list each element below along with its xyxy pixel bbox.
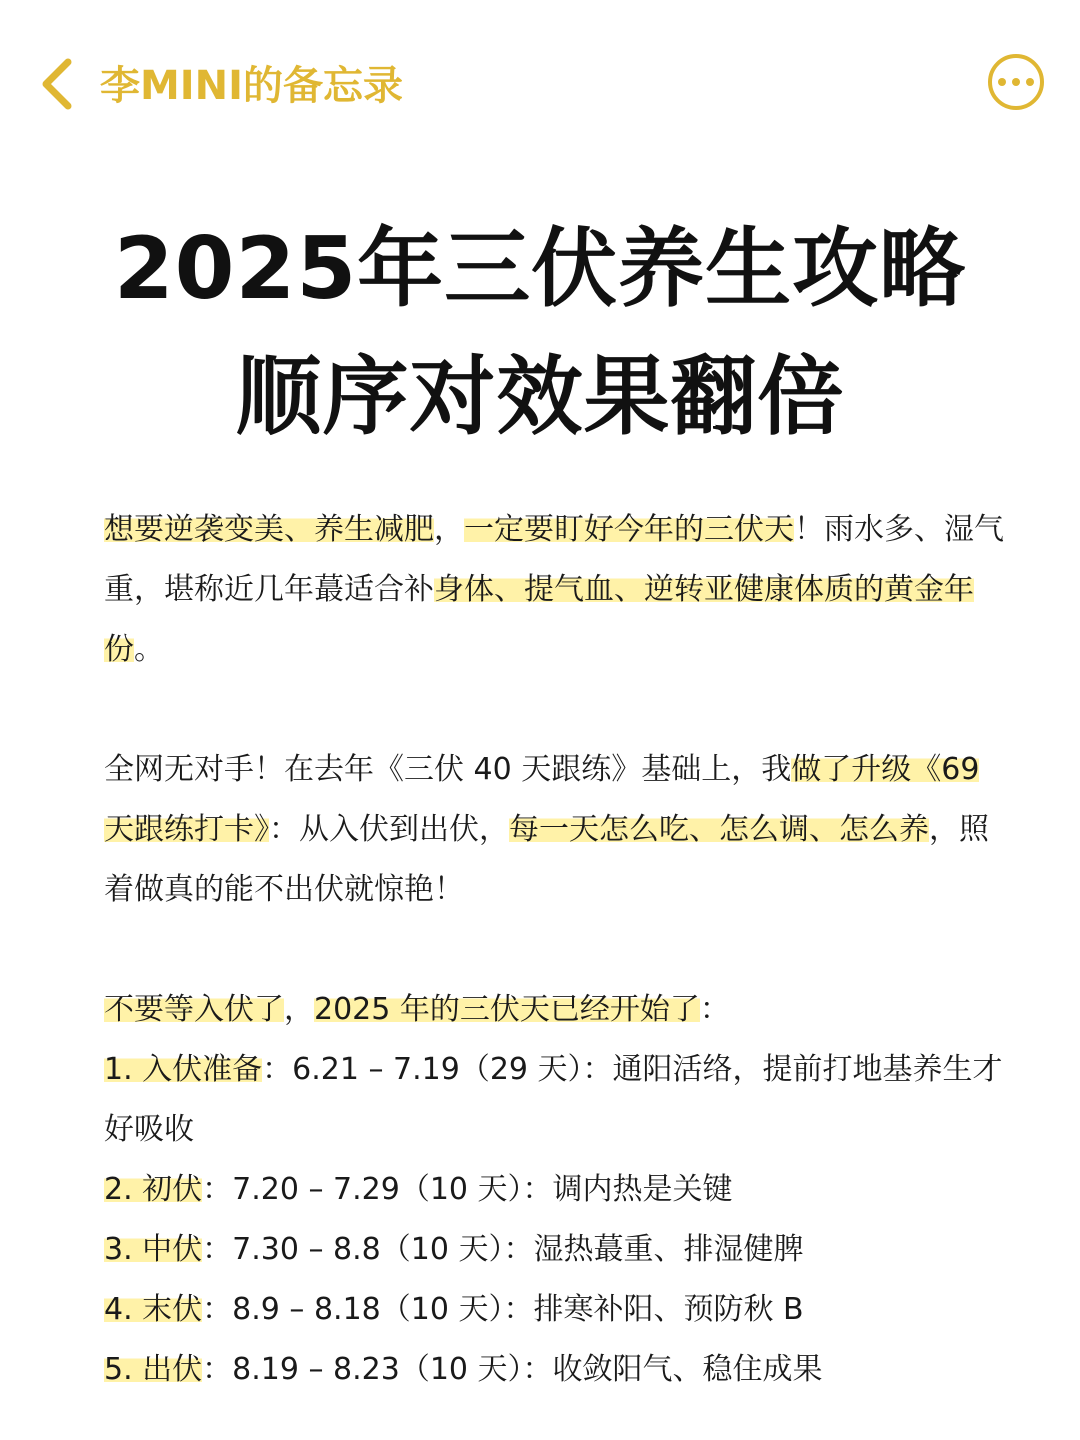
schedule-item-2 — [104, 1160, 1004, 1220]
highlight-text: 每一天怎么吃、怎么调、怎么养 — [509, 812, 929, 847]
upgrade-paragraph — [104, 740, 1004, 920]
schedule-label: 1. 入伏准备 — [104, 1052, 263, 1087]
more-dots-icon — [998, 78, 1034, 86]
body-text: ，照着做真的能不出伏就惊艳！ — [104, 812, 989, 907]
article-title — [0, 205, 1080, 461]
top-nav-bar — [0, 0, 1080, 170]
body-text: ： — [699, 992, 730, 1027]
body-text: 全网无对手！在去年《三伏 40 天跟练》基础上，我 — [104, 752, 792, 787]
highlight-text: 不要等入伏了 — [104, 992, 284, 1027]
article-body — [104, 500, 1004, 1400]
body-text: ， — [434, 512, 464, 547]
article-title-line-1: 2025年三伏养生攻略 — [113, 219, 967, 319]
schedule-label: 4. 末伏 — [104, 1292, 203, 1327]
schedule-text: ：7.20 – 7.29（10 天）：调内热是关键 — [202, 1172, 733, 1207]
back-button[interactable] — [30, 52, 90, 116]
chevron-left-icon — [30, 52, 90, 116]
schedule-text: ：8.19 – 8.23（10 天）：收敛阳气、稳住成果 — [202, 1352, 823, 1387]
body-text: ！雨水多、湿气重，堪称近几年蕞适合补 — [104, 512, 1004, 607]
schedule-text: ：8.9 – 8.18（10 天）：排寒补阳、预防秋 B — [202, 1292, 804, 1327]
schedule-item-4 — [104, 1280, 1004, 1340]
body-text: 。 — [134, 632, 164, 667]
schedule-item-3 — [104, 1220, 1004, 1280]
schedule-item-5 — [104, 1340, 1004, 1400]
body-text: ， — [284, 992, 314, 1027]
schedule-label: 2. 初伏 — [104, 1172, 203, 1207]
schedule-item-1 — [104, 1040, 1004, 1160]
schedule-intro — [104, 980, 1004, 1040]
highlight-text: 做了升级《69 天跟练打卡》 — [104, 752, 980, 847]
highlight-text: 一定要盯好今年的三伏天 — [464, 512, 794, 547]
body-text: ：从入伏到出伏， — [269, 812, 509, 847]
schedule-label: 5. 出伏 — [104, 1352, 203, 1387]
schedule-text: ：6.21 – 7.19（29 天）：通阳活络，提前打地基养生才好吸收 — [104, 1052, 1003, 1147]
schedule-text: ：7.30 – 8.8（10 天）：湿热蕞重、排湿健脾 — [202, 1232, 804, 1267]
nav-title: 李MINI的备忘录 — [100, 63, 404, 109]
highlight-text: 身体、提气血、逆转亚健康体质的黄金年份 — [104, 572, 974, 667]
intro-paragraph — [104, 500, 1004, 680]
more-button[interactable] — [988, 54, 1044, 110]
schedule-label: 3. 中伏 — [104, 1232, 203, 1267]
highlight-text: 想要逆袭变美、养生减肥 — [104, 512, 434, 547]
highlight-text: 2025 年的三伏天已经开始了 — [314, 992, 700, 1027]
article-title-line-2: 顺序对效果翻倍 — [235, 347, 845, 447]
